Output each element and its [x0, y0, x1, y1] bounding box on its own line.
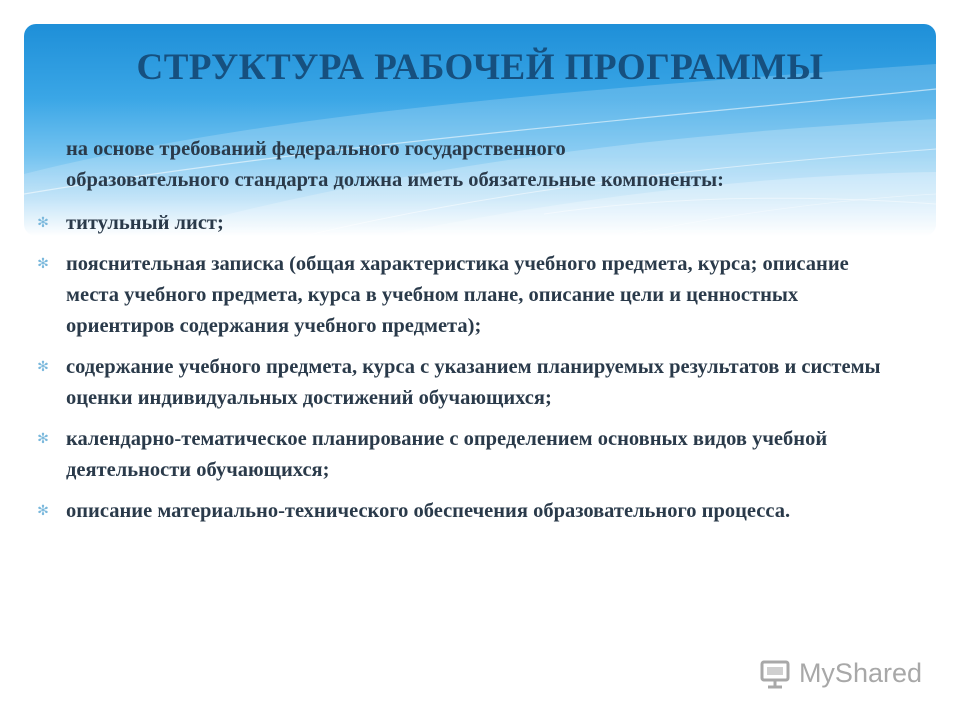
bullet-asterisk-icon: ✻	[37, 256, 49, 272]
bullet-asterisk-icon: ✻	[37, 503, 49, 519]
list-item-text: титульный лист;	[66, 212, 224, 234]
intro-text	[36, 134, 906, 196]
watermark	[759, 656, 922, 690]
list-item-text: пояснительная записка (общая характеристика учебного предмета, курса; описание места учебного предмета, курса в учебном плане, описание цели и ценностных ориентиров содержания учебного предмета);	[66, 253, 849, 337]
list-item-text: описание материально-технического обеспечения образовательного процесса.	[66, 500, 791, 522]
list-item	[36, 249, 906, 342]
watermark-text: MyShared	[798, 657, 922, 688]
list-item	[36, 496, 906, 527]
list-item	[36, 208, 906, 239]
bullet-asterisk-icon: ✻	[37, 215, 49, 231]
bullet-asterisk-icon: ✻	[37, 431, 49, 447]
list-item	[36, 424, 906, 486]
list-item-text: содержание учебного предмета, курса с указанием планируемых результатов и системы оценки индивидуальных достижений обучающихся;	[66, 356, 881, 409]
intro-line-1: на основе требований федерального государственного	[66, 138, 566, 160]
slide-body	[36, 134, 906, 537]
slide-title: СТРУКТУРА РАБОЧЕЙ ПРОГРАММЫ	[136, 47, 824, 88]
list-item	[36, 352, 906, 414]
myshared-logo-icon	[759, 656, 793, 690]
list-item-text: календарно-тематическое планирование с определением основных видов учебной деятельности обучающихся;	[66, 428, 828, 481]
bullet-asterisk-icon: ✻	[37, 359, 49, 375]
components-list	[36, 208, 906, 527]
intro-line-2: образовательного стандарта должна иметь обязательные компоненты:	[66, 169, 724, 191]
